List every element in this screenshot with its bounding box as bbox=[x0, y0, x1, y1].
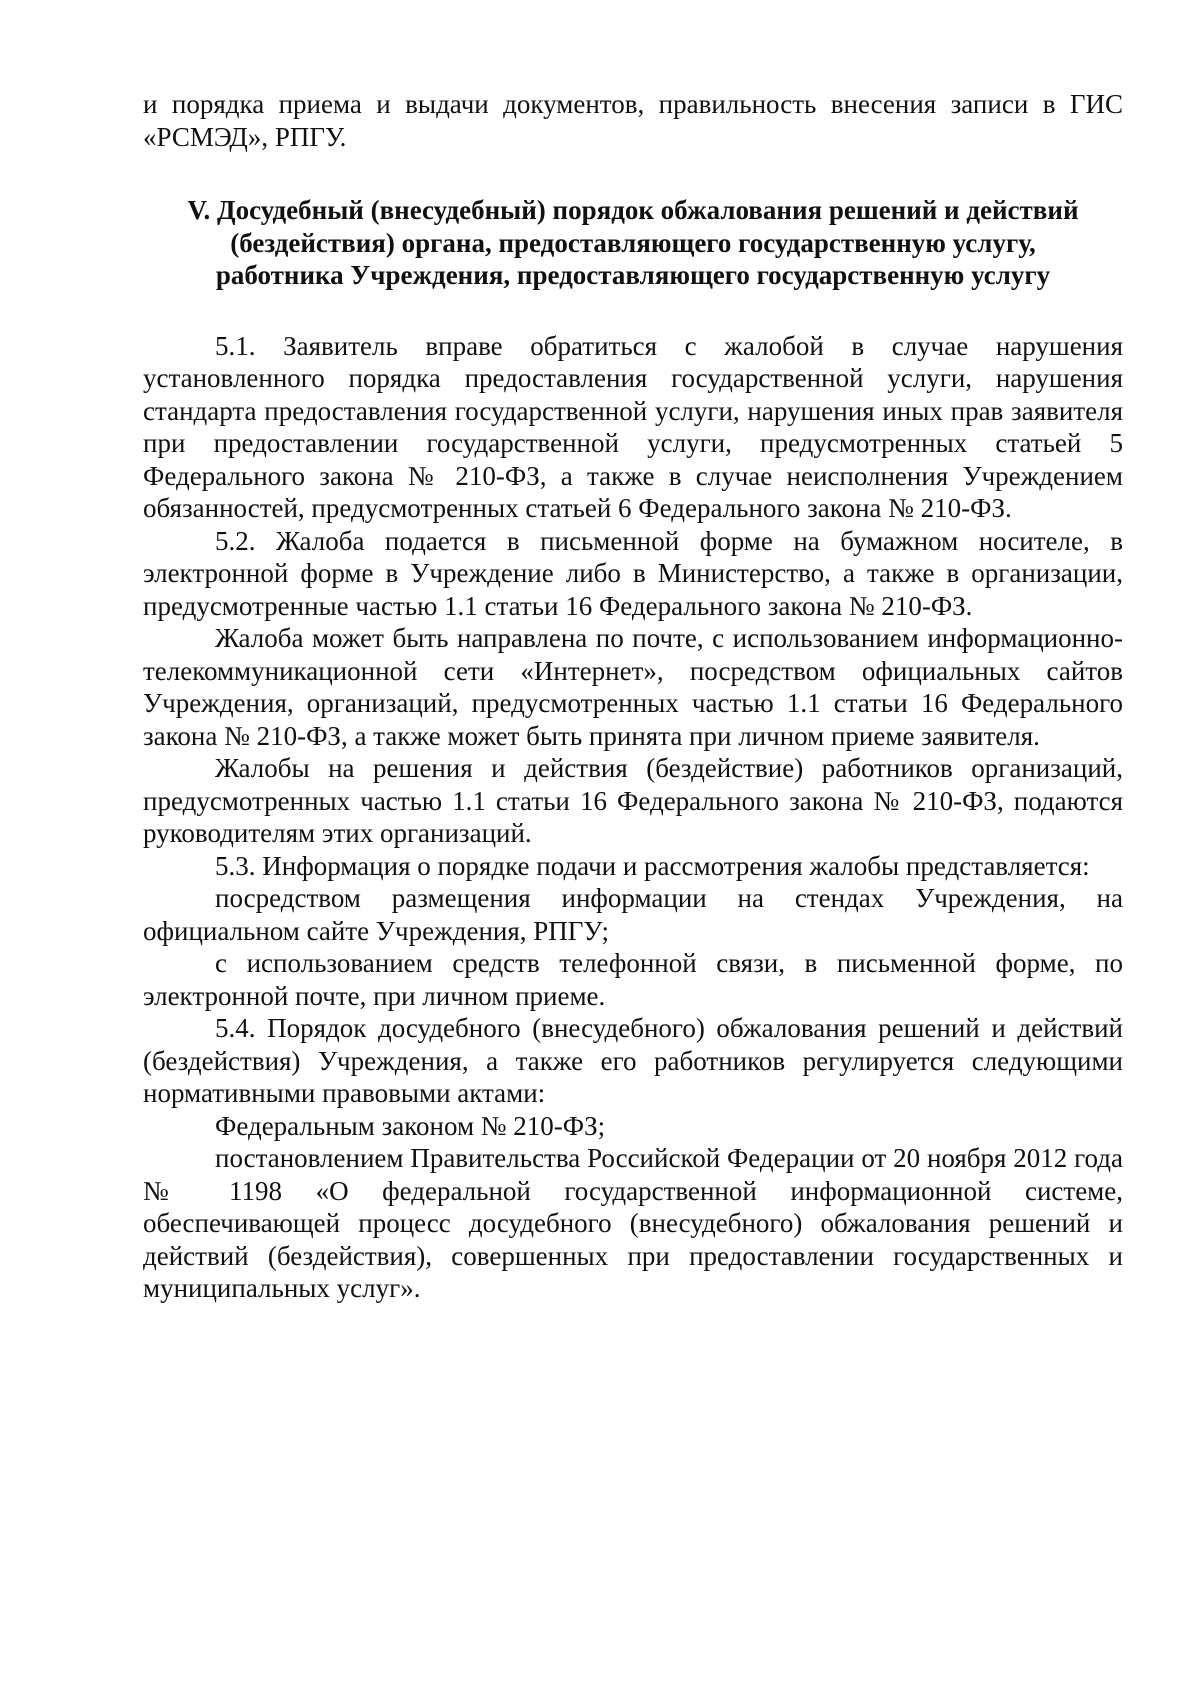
paragraph-5-4: 5.4. Порядок досудебного (внесудебного) обжалования решений и действий (бездействия) Учреждения, а также его работников регулируется следующими нормативными правовыми актами: bbox=[143, 1013, 1123, 1108]
section-heading-line-2: (бездействия) органа, предоставляющего государственную услугу, bbox=[230, 227, 1036, 258]
paragraph-5-3: 5.3. Информация о порядке подачи и рассмотрения жалобы представляется: bbox=[215, 850, 1090, 881]
paragraph-info-phone: с использованием средств телефонной связи, в письменной форме, по электронной почте, при личном приеме. bbox=[143, 948, 1123, 1011]
section-heading-line-1: V. Досудебный (внесудебный) порядок обжалования решений и действий bbox=[187, 195, 1079, 225]
paragraph-info-stands: посредством размещения информации на стендах Учреждения, на официальном сайте Учреждения, РПГУ; bbox=[143, 883, 1123, 946]
paragraph-government-decree: постановлением Правительства Российской Федерации от 20 ноября 2012 года № 1198 «О федеральной государственной информационной системе, обеспечивающей процесс досудебного (внесудебного) обжалования решений и действий (бездействия), совершенных при предоставлении государственных и муниципальных услуг». bbox=[143, 1143, 1123, 1303]
section-heading bbox=[143, 194, 1123, 292]
paragraph-complaints-to-heads: Жалобы на решения и действия (бездействие) работников организаций, предусмотренных частью 1.1 статьи 16 Федерального закона № 210-ФЗ, подаются руководителям этих организаций. bbox=[143, 753, 1123, 848]
paragraph-5-1: 5.1. Заявитель вправе обратиться с жалобой в случае нарушения установленного порядка предоставления государственной услуги, нарушения стандарта предоставления государственной услуги, нарушения иных прав заявителя при предоставлении государственной услуги, предусмотренных статьей 5 Федерального закона № 210-ФЗ, а также в случае неисполнения Учреждением обязанностей, предусмотренных статьей 6 Федерального закона № 210-ФЗ. bbox=[143, 330, 1123, 523]
document-page bbox=[143, 88, 1123, 1305]
paragraph-5-2: 5.2. Жалоба подается в письменной форме на бумажном носителе, в электронной форме в Учреждение либо в Министерство, а также в организации, предусмотренные частью 1.1 статьи 16 Федерального закона № 210-ФЗ. bbox=[143, 525, 1123, 621]
section-heading-line-3: работника Учреждения, предоставляющего государственную услугу bbox=[215, 260, 1051, 290]
paragraph-complaint-channels: Жалоба может быть направлена по почте, с использованием информационно-телекоммуникационной сети «Интернет», посредством официальных сайтов Учреждения, организаций, предусмотренных частью 1.1 статьи 16 Федерального закона № 210-ФЗ, а также может быть принята при личном приеме заявителя. bbox=[143, 623, 1123, 751]
paragraph-federal-law: Федеральным законом № 210-ФЗ; bbox=[215, 1110, 606, 1141]
intro-paragraph: и порядка приема и выдачи документов, правильность внесения записи в ГИС «РСМЭД», РПГУ. bbox=[143, 89, 1123, 152]
